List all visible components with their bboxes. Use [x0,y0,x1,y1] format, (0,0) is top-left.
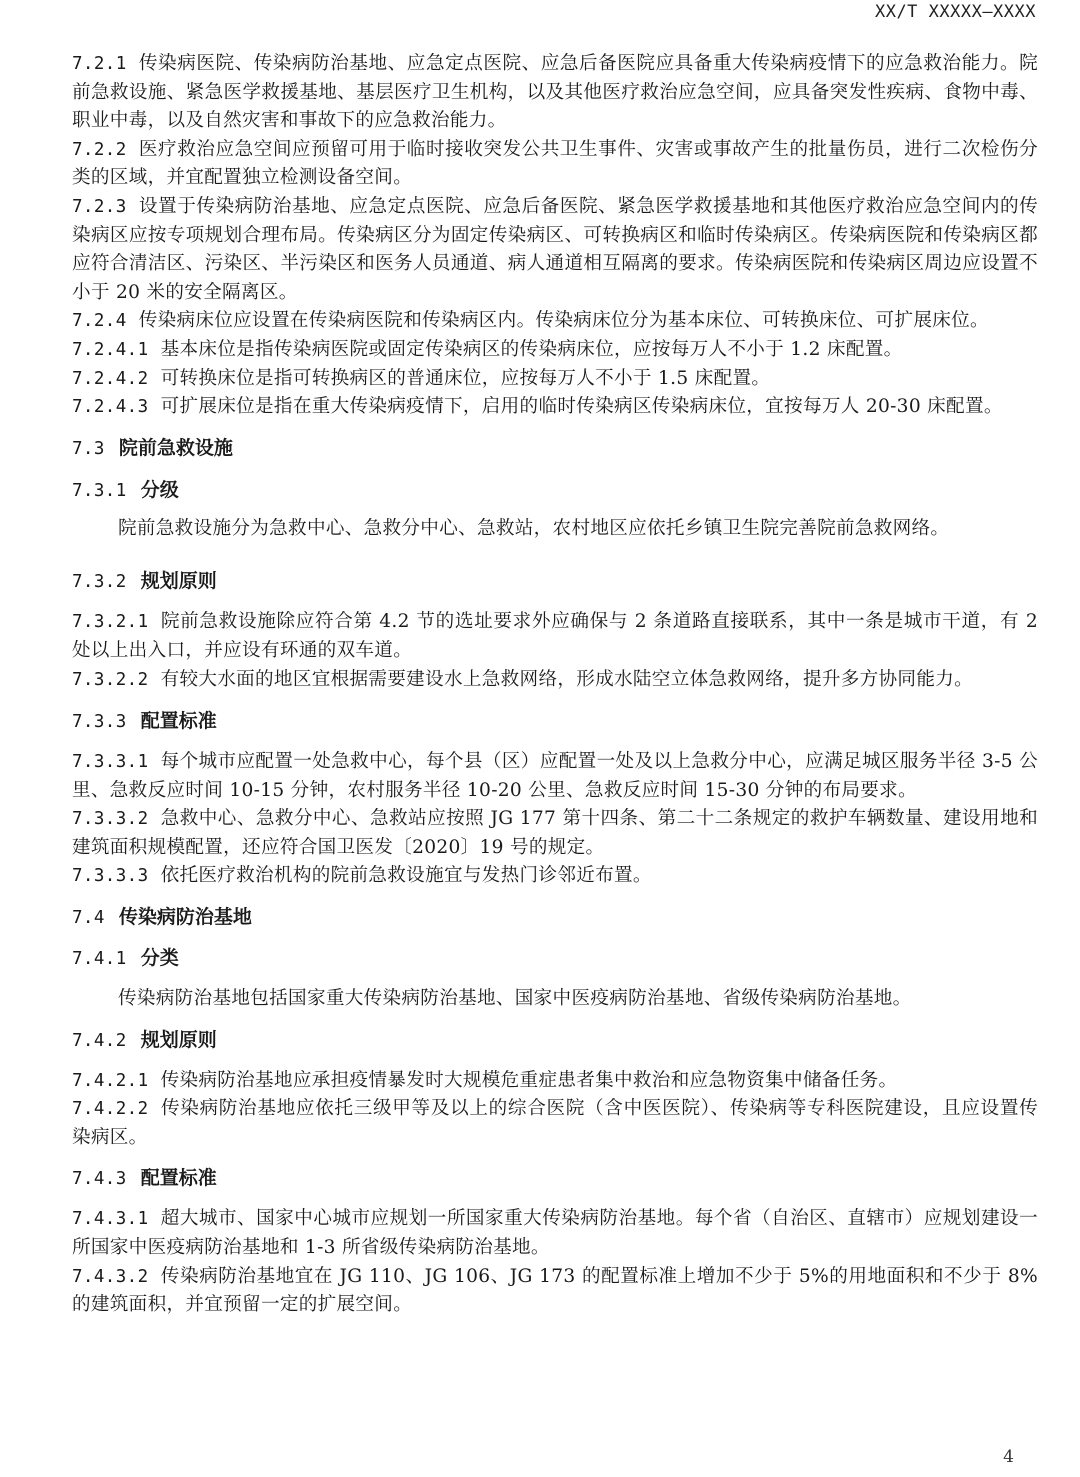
clause-7-2-4-2: 7.2.4.2 可转换床位是指可转换病区的普通床位，应按每万人不小于 1.5 床配置。 [72,367,771,389]
heading-7-3-1: 7.3.1 分级 [72,478,179,501]
standard-code: XX/T XXXXX—XXXX [874,2,1036,22]
heading-7-4-3: 7.4.3 配置标准 [72,1167,217,1190]
heading-7-3: 7.3 院前急救设施 [72,436,233,459]
clause-7-3-3-2: 7.3.3.2 急救中心、急救分中心、急救站应按照 JG 177 第十四条、第二十二条规定的救护车辆数量、建设用地和建筑面积规模配置，还应符合国卫医发〔2020〕19 号的规定。 [72,808,1038,858]
clause-7-2-4: 7.2.4 传染病床位应设置在传染病医院和传染病区内。传染病床位分为基本床位、可转换床位、可扩展床位。 [72,310,989,332]
heading-7-4: 7.4 传染病防治基地 [72,906,252,929]
document-body [72,50,1038,1320]
heading-7-4-1: 7.4.1 分类 [72,947,179,970]
clause-7-2-4-3: 7.2.4.3 可扩展床位是指在重大传染病疫情下，启用的临时传染病区传染病床位，宜按每万人 20-30 床配置。 [72,396,1003,418]
paragraph-7-3-1: 院前急救设施分为急救中心、急救分中心、急救站，农村地区应依托乡镇卫生院完善院前急救网络。 [118,517,950,539]
heading-7-3-2: 7.3.2 规划原则 [72,570,217,593]
clause-7-2-3: 7.2.3 设置于传染病防治基地、应急定点医院、应急后备医院、紧急医学救援基地和其他医疗救治应急空间内的传染病区应按专项规划合理布局。传染病区分为固定传染病区、可转换病区和临时传染病区。传染病医院和传染病区都应符合清洁区、污染区、半污染区和医务人员通道、病人通道相互隔离的要求。传染病医院和传染病区周边应设置不小于 20 米的安全隔离区。 [72,195,1038,303]
clause-7-2-1: 7.2.1 传染病医院、传染病防治基地、应急定点医院、应急后备医院应具备重大传染病疫情下的应急救治能力。院前急救设施、紧急医学救援基地、基层医疗卫生机构，以及其他医疗救治应急空间，应具备突发性疾病、食物中毒、职业中毒，以及自然灾害和事故下的应急救治能力。 [72,53,1038,132]
heading-7-3-3: 7.3.3 配置标准 [72,710,217,733]
clause-7-2-2: 7.2.2 医疗救治应急空间应预留可用于临时接收突发公共卫生事件、灾害或事故产生的批量伤员，进行二次检伤分类的区域，并宜配置独立检测设备空间。 [72,138,1038,189]
heading-7-4-2: 7.4.2 规划原则 [72,1028,217,1051]
clause-7-4-2-2: 7.4.2.2 传染病防治基地应依托三级甲等及以上的综合医院（含中医医院）、传染病等专科医院建设，且应设置传染病区。 [72,1098,1038,1148]
clause-7-4-2-1: 7.4.2.1 传染病防治基地应承担疫情暴发时大规模危重症患者集中救治和应急物资集中储备任务。 [72,1069,898,1091]
clause-7-2-4-1: 7.2.4.1 基本床位是指传染病医院或固定传染病区的传染病床位，应按每万人不小于 1.2 床配置。 [72,338,903,360]
clause-7-3-2-1: 7.3.2.1 院前急救设施除应符合第 4.2 节的选址要求外应确保与 2 条道路直接联系，其中一条是城市干道，有 2 处以上出入口，并应设有环通的双车道。 [72,611,1038,661]
clause-7-3-2-2: 7.3.2.2 有较大水面的地区宜根据需要建设水上急救网络，形成水陆空立体急救网络，提升多方协同能力。 [72,668,973,690]
clause-7-4-3-1: 7.4.3.1 超大城市、国家中心城市应规划一所国家重大传染病防治基地。每个省（自治区、直辖市）应规划建设一所国家中医疫病防治基地和 1-3 所省级传染病防治基地。 [72,1208,1038,1259]
clause-7-3-3-3: 7.3.3.3 依托医疗救治机构的院前急救设施宜与发热门诊邻近布置。 [72,865,652,887]
paragraph-7-4-1: 传染病防治基地包括国家重大传染病防治基地、国家中医疫病防治基地、省级传染病防治基地。 [118,988,912,1010]
clause-7-4-3-2: 7.4.3.2 传染病防治基地宜在 JG 110、JG 106、JG 173 的配置标准上增加不少于 5%的用地面积和不少于 8%的建筑面积，并宜预留一定的扩展空间。 [72,1265,1038,1316]
clause-7-3-3-1: 7.3.3.1 每个城市应配置一处急救中心，每个县（区）应配置一处及以上急救分中心，应满足城区服务半径 3-5 公里、急救反应时间 10-15 分钟，农村服务半径 10-20 公里、急救反应时间 15-30 分钟的布局要求。 [72,751,1038,801]
page-number: 4 [1003,1447,1014,1467]
